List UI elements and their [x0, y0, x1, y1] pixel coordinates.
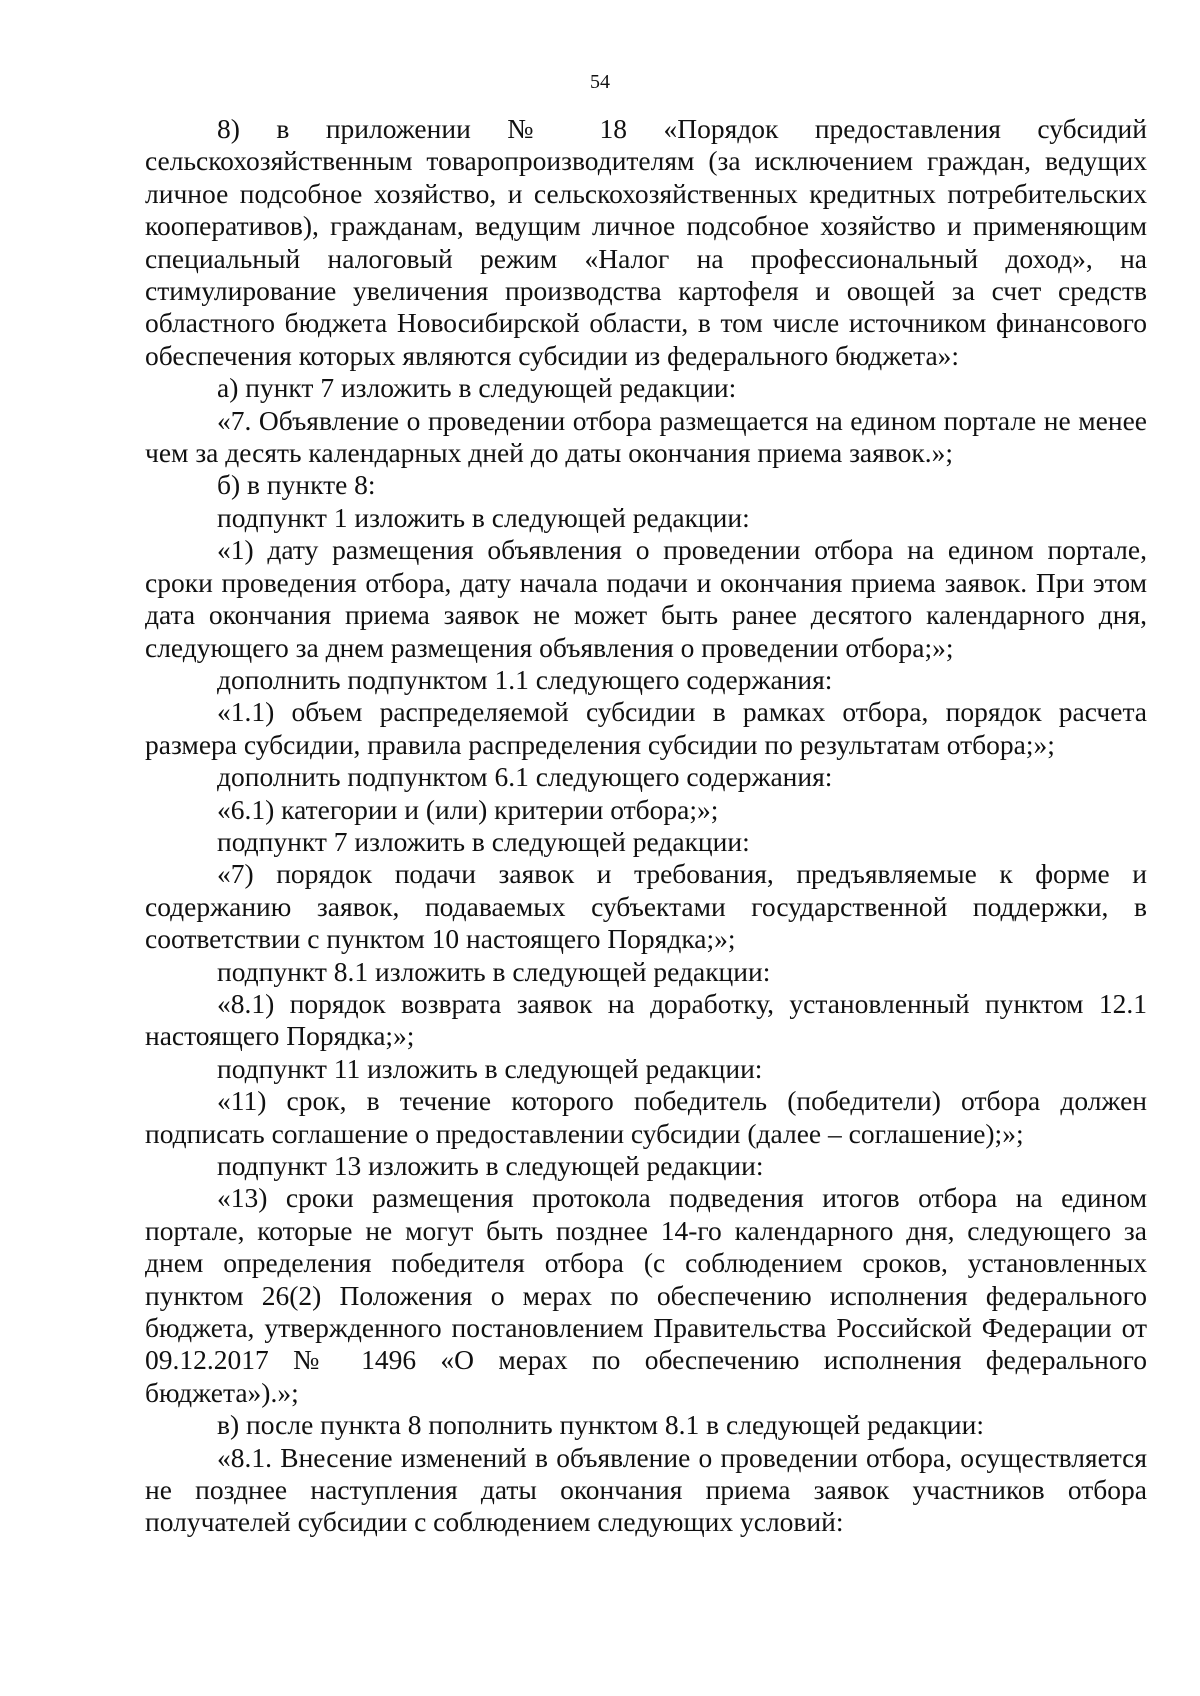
paragraph-subclause-11: «11) срок, в течение которого победитель (победители) отбора должен подписать соглашение о предоставлении субсидии (далее – соглашение);»; [145, 1085, 1147, 1149]
paragraph-clause-8-1: «8.1. Внесение изменений в объявление о проведении отбора, осуществляется не позднее наступления даты окончания приема заявок участников отбора получателей субсидии с соблюдением следующих условий: [145, 1441, 1147, 1538]
paragraph-subclause-7-intro: подпункт 7 изложить в следующей редакции: [217, 825, 750, 857]
paragraph-clause-7: «7. Объявление о проведении отбора размещается на едином портале не менее чем за десять календарных дней до даты окончания приема заявок.»; [145, 404, 1147, 469]
paragraph-subclause-6-1: «6.1) категории и (или) критерии отбора;»; [217, 793, 719, 825]
paragraph-subclause-1-1: «1.1) объем распределяемой субсидии в рамках отбора, порядок расчета размера субсидии, правила распределения субсидии по результатам отбора;»; [145, 696, 1147, 760]
paragraph-subclause-7: «7) порядок подачи заявок и требования, предъявляемые к форме и содержанию заявок, подаваемых субъектами государственной поддержки, в соответствии с пунктом 10 настоящего Порядка;»; [145, 858, 1147, 955]
paragraph-subclause-8-1: «8.1) порядок возврата заявок на доработку, установленный пунктом 12.1 настоящего Порядка;»; [145, 987, 1147, 1052]
paragraph-item-v: в) после пункта 8 пополнить пунктом 8.1 в следующей редакции: [217, 1409, 985, 1441]
paragraph-subclause-8-1-intro: подпункт 8.1 изложить в следующей редакции: [217, 955, 771, 987]
paragraph-subclause-1-1-intro: дополнить подпунктом 1.1 следующего содержания: [217, 663, 833, 695]
paragraph-subclause-13: «13) сроки размещения протокола подведения итогов отбора на едином портале, которые не могут быть позднее 14-го календарного дня, следующего за днем определения победителя отбора (с соблюдением сроков, установленных пунктом 26(2) Положения о мерах по обеспечению исполнения федерального бюджета, утвержденного постановлением Правительства Российской Федерации от 09.12.2017 № 1496 «О мерах по обеспечению исполнения федерального бюджета»).»; [145, 1182, 1147, 1408]
paragraph-subclause-13-intro: подпункт 13 изложить в следующей редакции: [217, 1150, 764, 1181]
paragraph-appendix-18: 8) в приложении № 18 «Порядок предоставления субсидий сельскохозяйственным товаропроизводителям (за исключением граждан, ведущих личное подсобное хозяйство, и сельскохозяйственных кредитных потребительских кооперативов), гражданам, ведущим личное подсобное хозяйство и применяющим специальный налоговый режим «Налог на профессиональный доход», на стимулирование увеличения производства картофеля и овощей за счет средств областного бюджета Новосибирской области, в том числе источником финансового обеспечения которых являются субсидии из федерального бюджета»: [145, 113, 1147, 371]
paragraph-subclause-11-intro: подпункт 11 изложить в следующей редакции: [217, 1052, 763, 1084]
page-number: 54 [590, 71, 610, 93]
paragraph-subclause-1-intro: подпункт 1 изложить в следующей редакции: [217, 501, 750, 533]
paragraph-item-b: б) в пункте 8: [217, 469, 376, 501]
paragraph-subclause-6-1-intro: дополнить подпунктом 6.1 следующего содержания: [217, 761, 833, 793]
paragraph-subclause-1: «1) дату размещения объявления о проведении отбора на едином портале, сроки проведения отбора, дату начала подачи и окончания приема заявок. При этом дата окончания приема заявок не может быть ранее десятого календарного дня, следующего за днем размещения объявления о проведении отбора;»; [145, 534, 1147, 663]
paragraph-item-a: а) пункт 7 изложить в следующей редакции: [217, 372, 737, 404]
document-body [145, 113, 1147, 1539]
